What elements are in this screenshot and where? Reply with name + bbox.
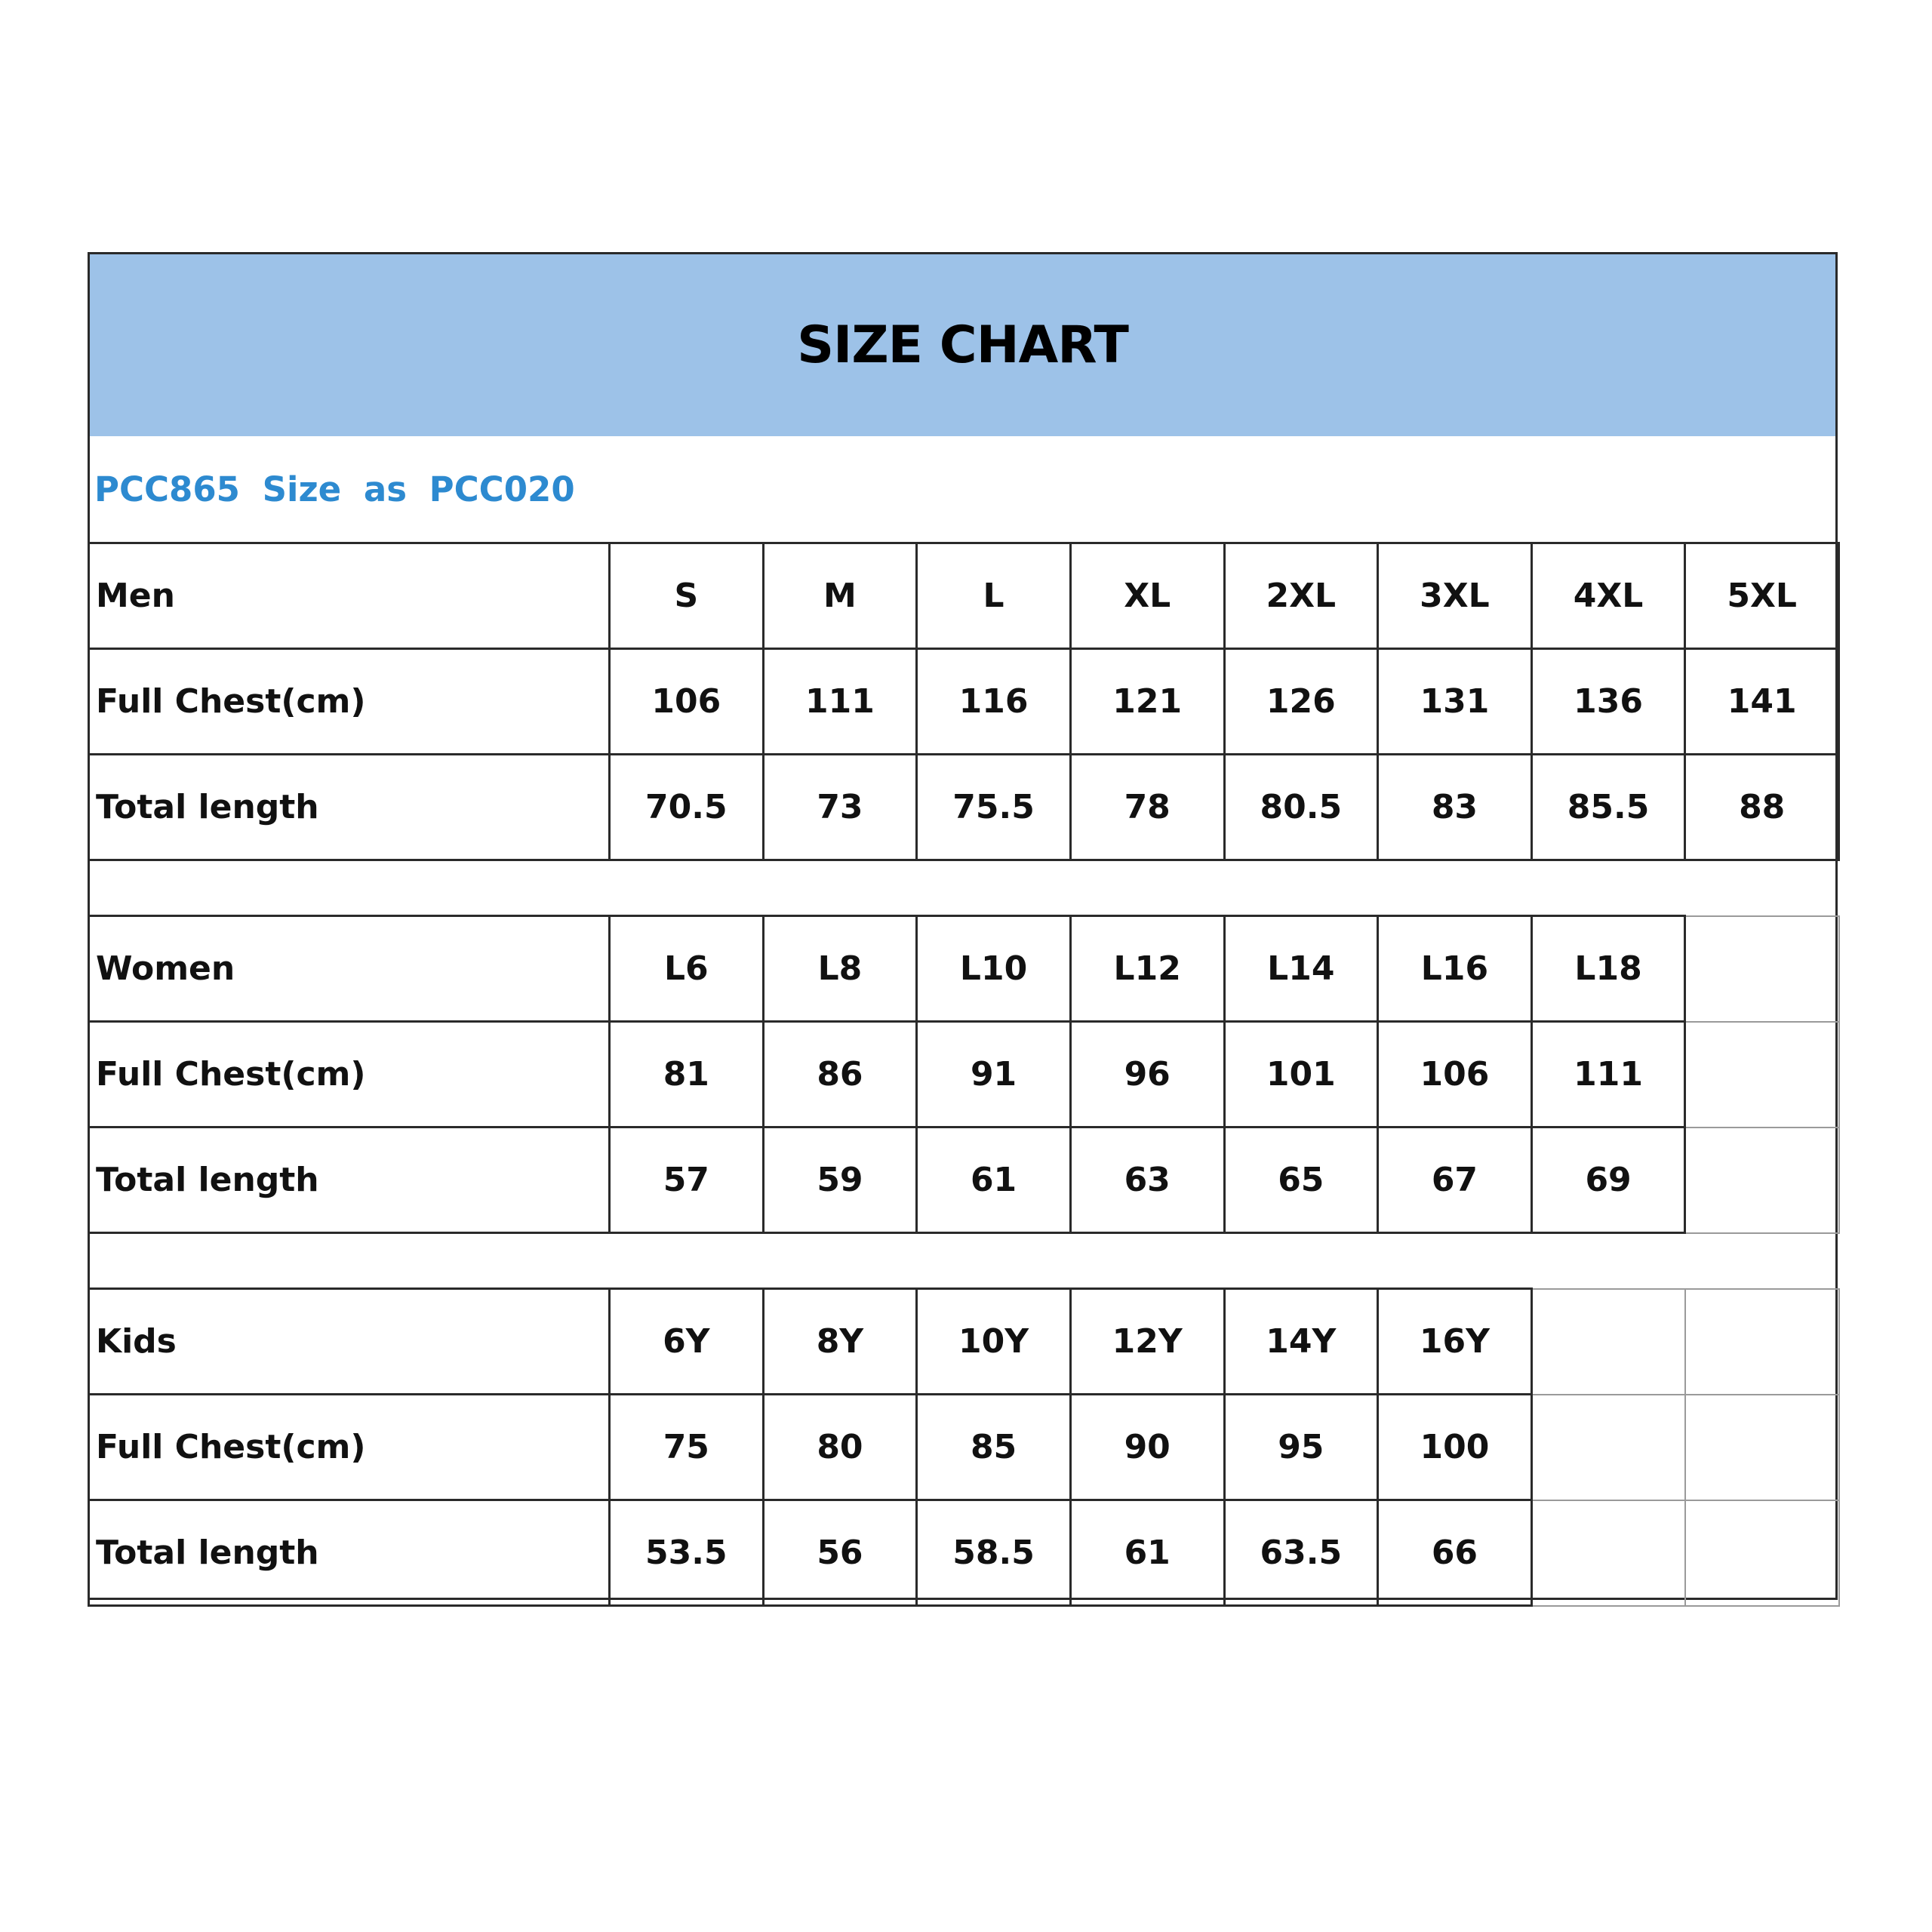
table-cell: 85.5	[1531, 755, 1685, 860]
table-cell: 67	[1378, 1128, 1532, 1233]
table-cell: 66	[1378, 1500, 1532, 1606]
row-label: Full Chest(cm)	[89, 1022, 610, 1128]
table-cell: 131	[1378, 649, 1532, 755]
table-cell: 57	[610, 1128, 764, 1233]
table-cell: 73	[763, 755, 917, 860]
table-cell: L14	[1224, 916, 1378, 1022]
table-cell: 61	[1070, 1500, 1224, 1606]
table-cell: 53.5	[610, 1500, 764, 1606]
table-cell: 8Y	[763, 1289, 917, 1395]
empty-cell	[1531, 1500, 1685, 1606]
table-cell: 111	[763, 649, 917, 755]
table-cell: 141	[1685, 649, 1839, 755]
women-size-table	[88, 915, 1840, 1234]
section-spacer	[90, 1232, 1835, 1287]
row-label: Total length	[89, 1128, 610, 1233]
empty-cell	[1685, 1395, 1839, 1500]
table-cell: 63	[1070, 1128, 1224, 1233]
row-label: Full Chest(cm)	[89, 1395, 610, 1500]
table-cell: 61	[917, 1128, 1071, 1233]
table-cell: 59	[763, 1128, 917, 1233]
table-cell: L12	[1070, 916, 1224, 1022]
empty-cell	[1531, 1395, 1685, 1500]
row-label: Men	[89, 543, 610, 649]
table-row	[89, 1500, 1839, 1606]
table-cell: 78	[1070, 755, 1224, 860]
table-cell: 65	[1224, 1128, 1378, 1233]
row-label: Full Chest(cm)	[89, 649, 610, 755]
empty-cell	[1685, 1022, 1839, 1128]
table-cell: 106	[610, 649, 764, 755]
title-band	[90, 254, 1835, 436]
chart-title: SIZE CHART	[797, 315, 1128, 375]
table-cell: 4XL	[1531, 543, 1685, 649]
table-row	[89, 1022, 1839, 1128]
table-row	[89, 1128, 1839, 1233]
table-cell: 81	[610, 1022, 764, 1128]
table-cell: 80	[763, 1395, 917, 1500]
table-cell: L16	[1378, 916, 1532, 1022]
table-cell: M	[763, 543, 917, 649]
table-cell: 58.5	[917, 1500, 1071, 1606]
table-cell: 56	[763, 1500, 917, 1606]
table-cell: 90	[1070, 1395, 1224, 1500]
table-cell: S	[610, 543, 764, 649]
table-cell: 126	[1224, 649, 1378, 755]
empty-cell	[1685, 1500, 1839, 1606]
table-cell: 12Y	[1070, 1289, 1224, 1395]
table-cell: 100	[1378, 1395, 1532, 1500]
table-cell: L8	[763, 916, 917, 1022]
table-cell: 116	[917, 649, 1071, 755]
table-cell: 121	[1070, 649, 1224, 755]
table-cell: 5XL	[1685, 543, 1839, 649]
table-cell: 80.5	[1224, 755, 1378, 860]
table-row	[89, 755, 1839, 860]
table-cell: 111	[1531, 1022, 1685, 1128]
table-cell: 106	[1378, 1022, 1532, 1128]
empty-cell	[1531, 1289, 1685, 1395]
table-cell: 96	[1070, 1022, 1224, 1128]
table-cell: XL	[1070, 543, 1224, 649]
table-row	[89, 649, 1839, 755]
table-cell: 88	[1685, 755, 1839, 860]
empty-cell	[1685, 916, 1839, 1022]
table-cell: 83	[1378, 755, 1532, 860]
kids-size-table	[88, 1287, 1840, 1607]
table-cell: 6Y	[610, 1289, 764, 1395]
empty-cell	[1685, 1128, 1839, 1233]
table-cell: 70.5	[610, 755, 764, 860]
table-cell: 69	[1531, 1128, 1685, 1233]
size-header-row	[89, 1289, 1839, 1395]
size-header-row	[89, 543, 1839, 649]
row-label: Kids	[89, 1289, 610, 1395]
row-label: Women	[89, 916, 610, 1022]
table-cell: 63.5	[1224, 1500, 1378, 1606]
table-cell: L10	[917, 916, 1071, 1022]
table-cell: 75	[610, 1395, 764, 1500]
table-cell: 85	[917, 1395, 1071, 1500]
table-cell: 101	[1224, 1022, 1378, 1128]
section-spacer	[90, 859, 1835, 915]
table-cell: 10Y	[917, 1289, 1071, 1395]
table-cell: 86	[763, 1022, 917, 1128]
table-cell: L	[917, 543, 1071, 649]
subtitle: PCC865 Size as PCC020	[94, 469, 575, 509]
table-cell: 2XL	[1224, 543, 1378, 649]
table-row	[89, 1395, 1839, 1500]
table-cell: L6	[610, 916, 764, 1022]
men-size-table	[88, 542, 1840, 861]
table-cell: 95	[1224, 1395, 1378, 1500]
row-label: Total length	[89, 755, 610, 860]
table-cell: 136	[1531, 649, 1685, 755]
table-cell: L18	[1531, 916, 1685, 1022]
table-cell: 14Y	[1224, 1289, 1378, 1395]
table-cell: 16Y	[1378, 1289, 1532, 1395]
table-cell: 75.5	[917, 755, 1071, 860]
size-chart	[88, 252, 1838, 1600]
row-label: Total length	[89, 1500, 610, 1606]
size-header-row	[89, 916, 1839, 1022]
table-cell: 91	[917, 1022, 1071, 1128]
empty-cell	[1685, 1289, 1839, 1395]
table-cell: 3XL	[1378, 543, 1532, 649]
